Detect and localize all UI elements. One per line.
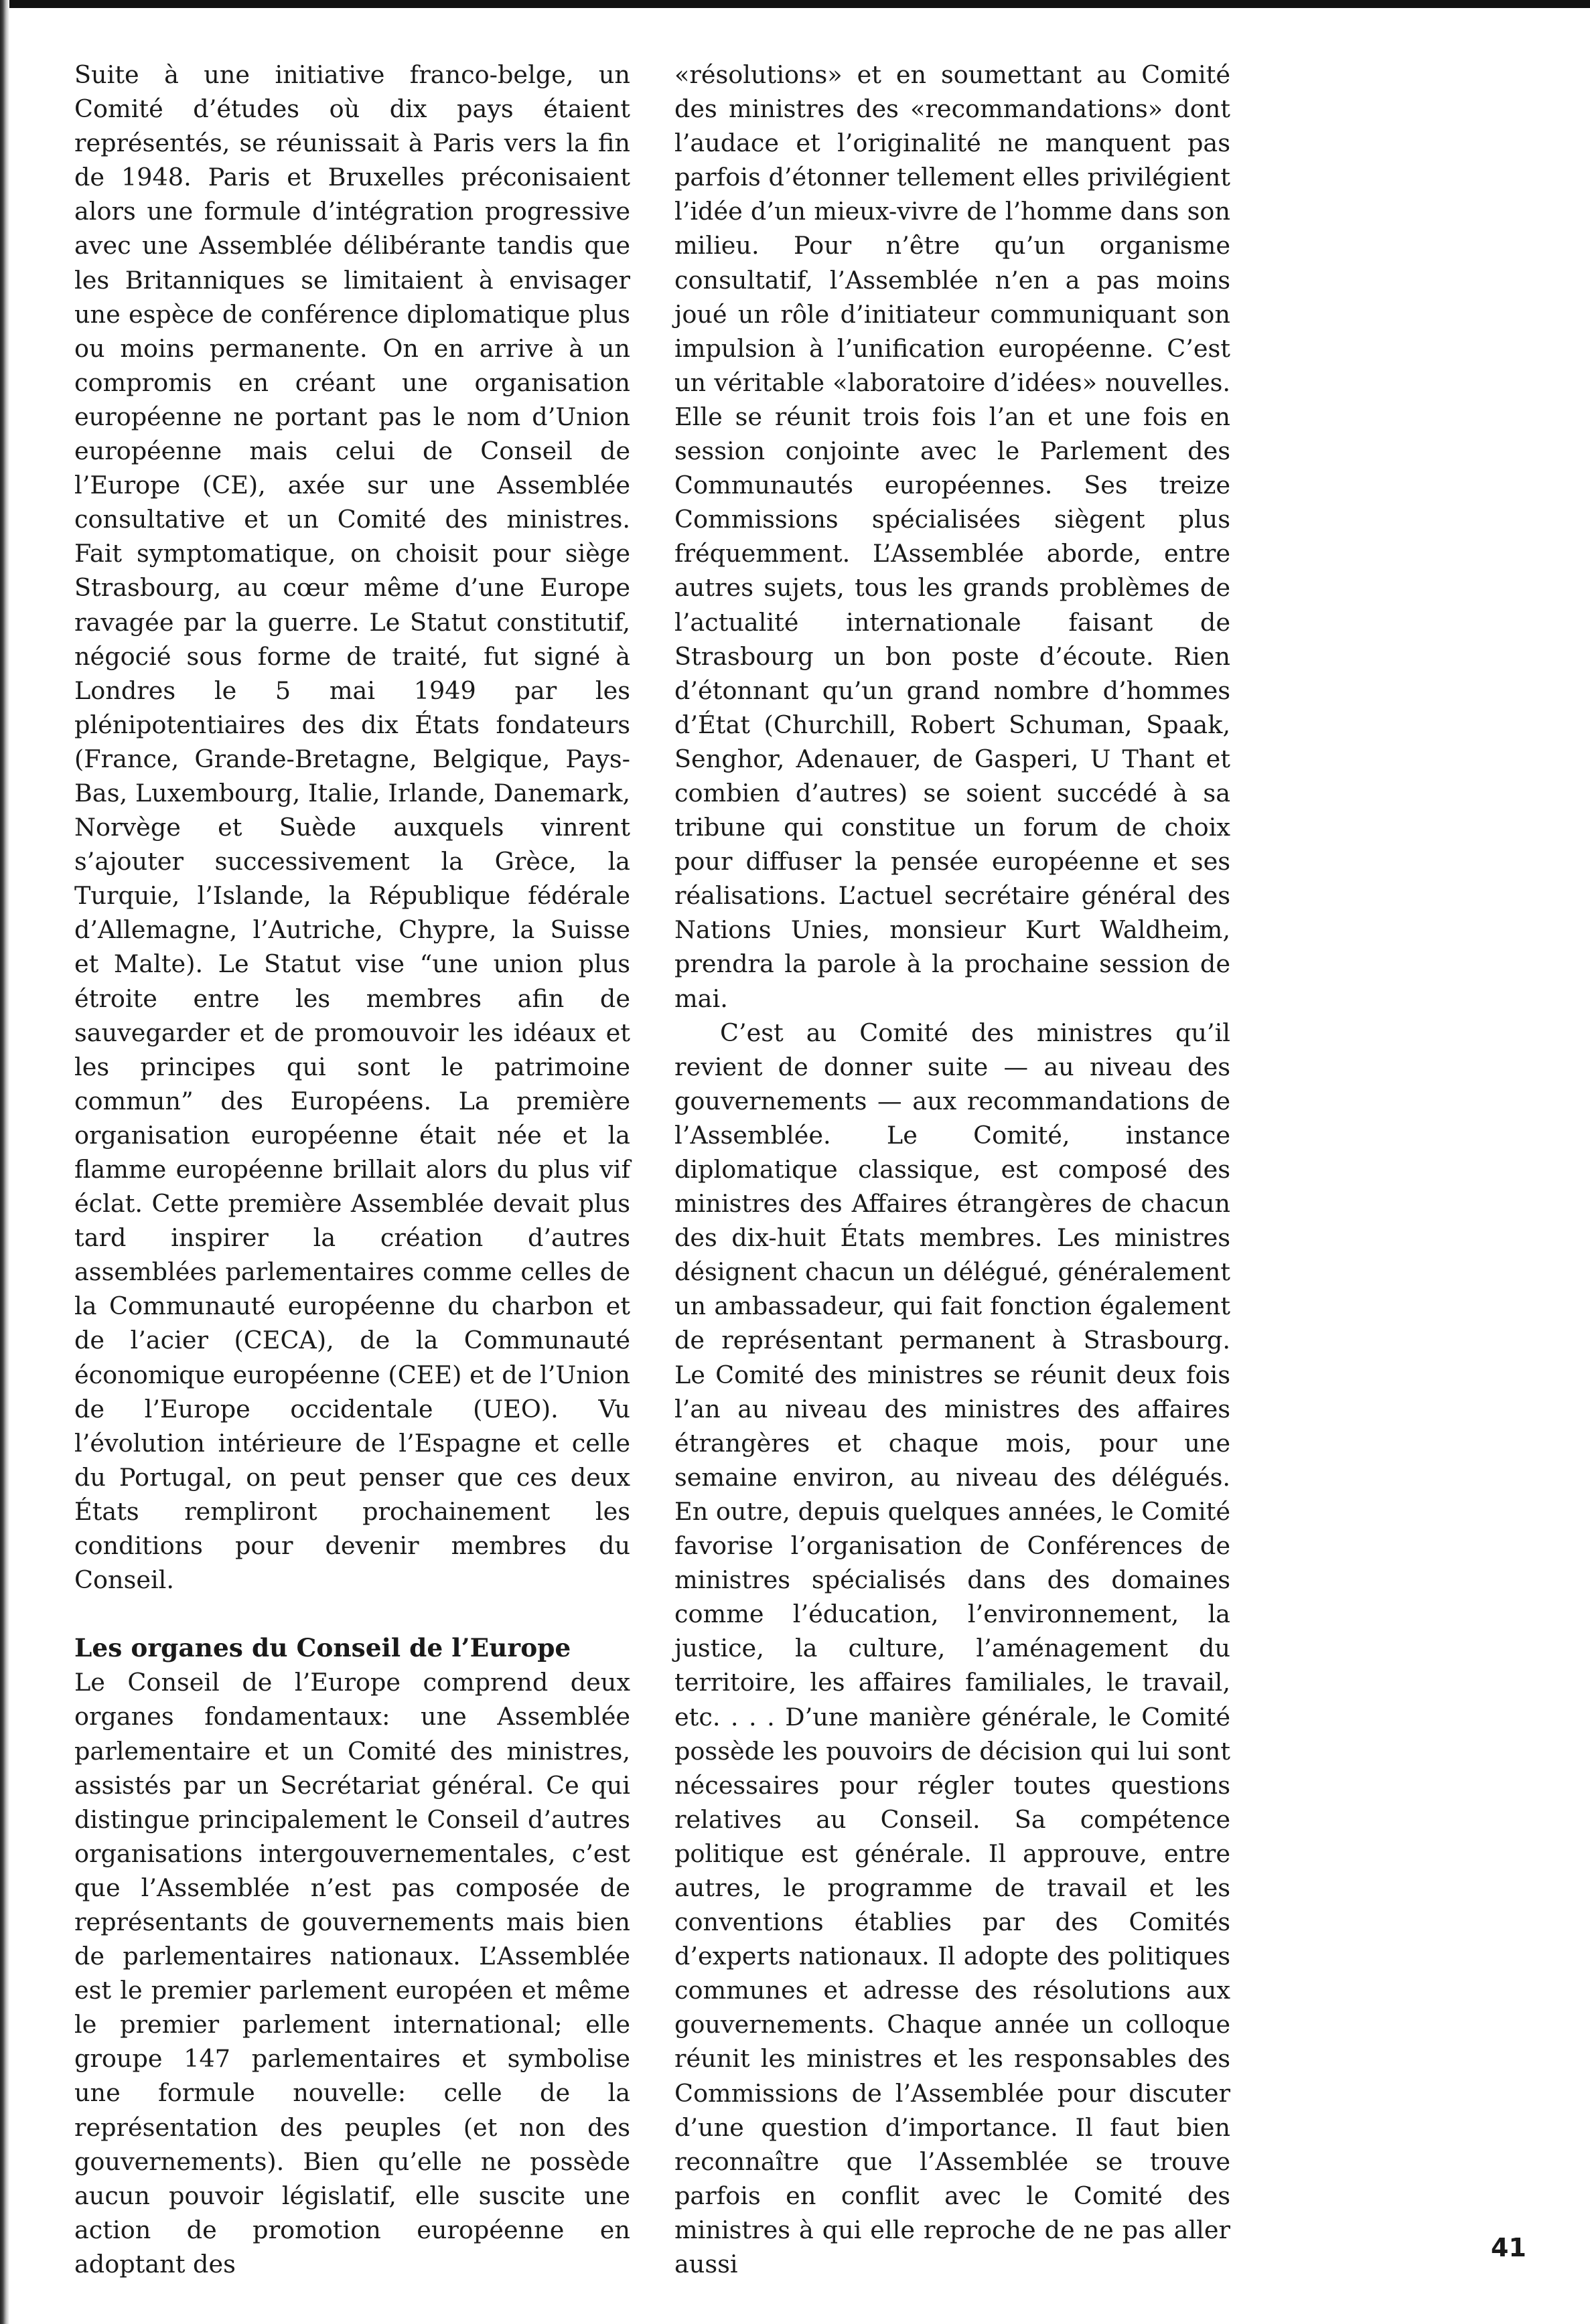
- right-paragraph-2: C’est au Comité des ministres qu’il revient de donner suite — au niveau des gouvernements — aux recommandations de l’Assemblée. Le Comité, instance diplomatique classique, est composé des ministres des Affaires étrangères de chacun des dix-huit États membres. Les ministres désignent chacun un délégué, généralement un ambassadeur, qui fait fonction également de représentant permanent à Strasbourg. Le Comité des ministres se réunit deux fois l’an au niveau des ministres des affaires étrangères et chaque mois, pour une semaine environ, au niveau des délégués. En outre, depuis quelques années, le Comité favorise l’organisation de Conférences de ministres spécialisés dans des domaines comme l’éducation, l’environnement, la justice, la culture, l’aménagement du territoire, les affaires familiales, le travail, etc. . . . D’une manière générale, le Comité possède les pouvoirs de décision qui lui sont nécessaires pour régler toutes questions relatives au Conseil. Sa compétence politique est générale. Il approuve, entre autres, le programme de travail et les conventions établies par des Comités d’experts nationaux. Il adopte des politiques communes et adresse des résolutions aux gouvernements. Chaque année un colloque réunit les ministres et les responsables des Commissions de l’Assemblée pour discuter d’une question d’importance. Il faut bien reconnaître que l’Assemblée se trouve parfois en conflit avec le Comité des ministres à qui elle reproche de ne pas aller aussi: [674, 1018, 1230, 2278]
- left-paragraph-2: Le Conseil de l’Europe comprend deux organes fondamentaux: une Assemblée parlementaire et un Comité des ministres, assistés par un Secrétariat général. Ce qui distingue principalement le Conseil d’autres organisations intergouvernementales, c’est que l’Assemblée n’est pas composée de représentants de gouvernements mais bien de parlementaires nationaux. L’Assemblée est le premier parlement européen et même le premier parlement international; elle groupe 147 parlementaires et symbolise une formule nouvelle: celle de la représentation des peuples (et non des gouvernements). Bien qu’elle ne possède aucun pouvoir législatif, elle suscite une action de promotion européenne en adoptant des: [74, 1668, 630, 2278]
- right-column: [674, 58, 1230, 2281]
- left-paragraph-1: Suite à une initiative franco-belge, un Comité d’études où dix pays étaient représentés, se réunissait à Paris vers la fin de 1948. Paris et Bruxelles préconisaient alors une formule d’intégration progressive avec une Assemblée délibérante tandis que les Britanniques se limitaient à envisager une espèce de conférence diplomatique plus ou moins permanente. On en arrive à un compromis en créant une organisation européenne ne portant pas le nom d’Union européenne mais celui de Conseil de l’Europe (CE), axée sur une Assemblée consultative et un Comité des ministres. Fait symptomatique, on choisit pour siège Strasbourg, au cœur même d’une Europe ravagée par la guerre. Le Statut constitutif, négocié sous forme de traité, fut signé à Londres le 5 mai 1949 par les plénipotentiaires des dix États fondateurs (France, Grande-Bretagne, Belgique, Pays-Bas, Luxembourg, Italie, Irlande, Danemark, Norvège et Suède auxquels vinrent s’ajouter successivement la Grèce, la Turquie, l’Islande, la République fédérale d’Allemagne, l’Autriche, Chypre, la Suisse et Malte). Le Statut vise “une union plus étroite entre les membres afin de sauvegarder et de promouvoir les idéaux et les principes qui sont le patrimoine commun” des Européens. La première organisation européenne était née et la flamme européenne brillait alors du plus vif éclat. Cette première Assemblée devait plus tard inspirer la création d’autres assemblées parlementaires comme celles de la Communauté européenne du charbon et de l’acier (CECA), de la Communauté économique européenne (CEE) et de l’Union de l’Europe occidentale (UEO). Vu l’évolution intérieure de l’Espagne et celle du Portugal, on peut penser que ces deux États rempliront prochainement les conditions pour devenir membres du Conseil.: [74, 60, 630, 1595]
- left-column: [74, 58, 630, 2281]
- right-paragraph-1: «résolutions» et en soumettant au Comité des ministres des «recommandations» dont l’audace et l’originalité ne manquent pas parfois d’étonner tellement elles privilégient l’idée d’un mieux-vivre de l’homme dans son milieu. Pour n’être qu’un organisme consultatif, l’Assemblée n’en a pas moins joué un rôle d’initiateur communiquant son impulsion à l’unification européenne. C’est un véritable «laboratoire d’idées» nouvelles. Elle se réunit trois fois l’an et une fois en session conjointe avec le Parlement des Communautés européennes. Ses treize Commissions spécialisées siègent plus fréquemment. L’Assemblée aborde, entre autres sujets, tous les grands problèmes de l’actualité internationale faisant de Strasbourg un bon poste d’écoute. Rien d’étonnant qu’un grand nombre d’hommes d’État (Churchill, Robert Schuman, Spaak, Senghor, Adenauer, de Gasperi, U Thant et combien d’autres) se soient succédé à sa tribune qui constitue un forum de choix pour diffuser la pensée européenne et ses réalisations. L’actuel secrétaire général des Nations Unies, monsieur Kurt Waldheim, prendra la parole à la prochaine session de mai.: [674, 60, 1230, 1013]
- top-border: [0, 0, 1590, 8]
- section-heading: Les organes du Conseil de l’Europe: [74, 1633, 571, 1663]
- binding-edge: [0, 0, 9, 2324]
- page-number: 41: [1491, 2233, 1526, 2262]
